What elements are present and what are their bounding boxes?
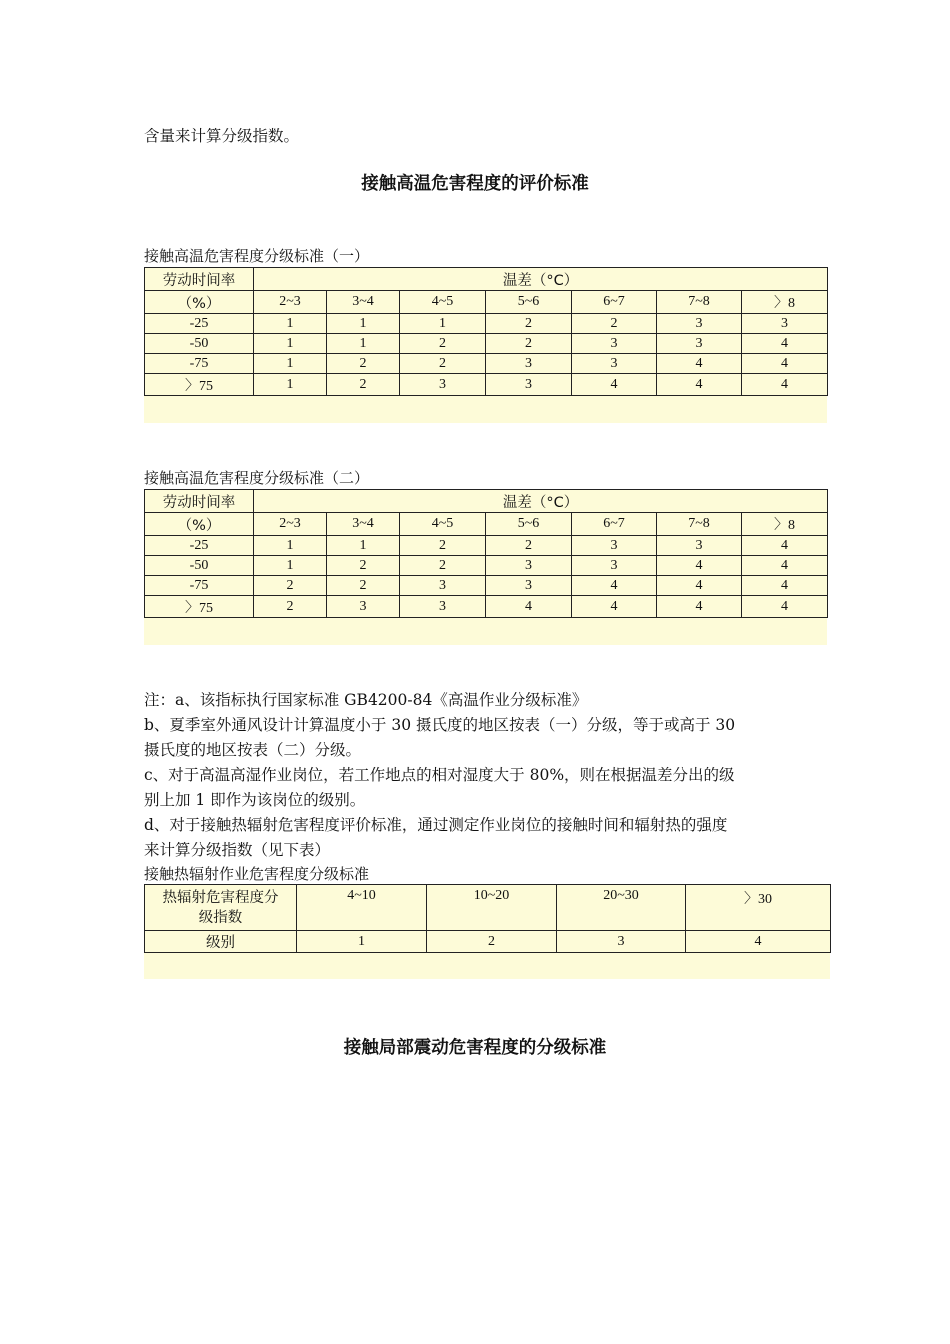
table-cell: 2 xyxy=(486,536,572,556)
note-c-line1: c、对于高温高湿作业岗位，若工作地点的相对湿度大于 80%，则在根据温差分出的级 xyxy=(144,766,735,784)
table2-column-header: 3~4 xyxy=(327,513,400,536)
table1-column-header: 5~6 xyxy=(486,291,572,314)
table-cell: 1 xyxy=(327,314,400,334)
table-cell: 1 xyxy=(297,931,427,953)
table3-header-label-line2: 级指数 xyxy=(198,909,243,926)
table2-row-header-line2: （%） xyxy=(145,513,254,536)
table3-column-header: 〉30 xyxy=(686,885,831,931)
note-d-line2: 来计算分级指数（见下表） xyxy=(144,841,331,859)
table-cell: 4 xyxy=(572,576,657,596)
note-d-line1: d、对于接触热辐射危害程度评价标准，通过测定作业岗位的接触时间和辐射热的强度 xyxy=(144,816,728,834)
table-cell: 4 xyxy=(686,931,831,953)
table-cell: 3 xyxy=(657,536,742,556)
table-cell: 1 xyxy=(327,334,400,354)
table-cell: 3 xyxy=(657,334,742,354)
table2-row-label: 〉75 xyxy=(145,596,254,618)
table-cell: 3 xyxy=(486,374,572,396)
table-cell: 3 xyxy=(572,354,657,374)
note-c-line2: 别上加 1 即作为该岗位的级别。 xyxy=(144,791,366,809)
table-cell: 3 xyxy=(572,536,657,556)
table-cell: 4 xyxy=(742,576,828,596)
table1-column-header: 7~8 xyxy=(657,291,742,314)
table-cell: 4 xyxy=(572,374,657,396)
table1-column-header: 6~7 xyxy=(572,291,657,314)
table-row xyxy=(145,596,828,618)
table-row xyxy=(145,556,828,576)
table-row xyxy=(145,354,828,374)
table1-row-label: -75 xyxy=(145,354,254,374)
table1-row-label: -50 xyxy=(145,334,254,354)
table3-header-label-line1: 热辐射危害程度分 xyxy=(162,889,279,906)
table-cell: 1 xyxy=(254,536,327,556)
table-cell: 4 xyxy=(742,334,828,354)
table-cell: 2 xyxy=(427,931,557,953)
table-cell: 2 xyxy=(572,314,657,334)
table1-column-header: 〉8 xyxy=(742,291,828,314)
table3-footer-band xyxy=(144,953,830,979)
table-cell: 3 xyxy=(486,576,572,596)
table1-row-header-line1: 劳动时间率 xyxy=(145,268,254,291)
table-cell: 2 xyxy=(400,536,486,556)
table-cell: 3 xyxy=(400,374,486,396)
table-cell: 2 xyxy=(486,334,572,354)
table3-row-label: 级别 xyxy=(145,931,297,953)
table-cell: 4 xyxy=(742,374,828,396)
table1-caption: 接触高温危害程度分级标准（一） xyxy=(144,247,370,265)
table-cell: 2 xyxy=(400,556,486,576)
table-cell: 2 xyxy=(400,334,486,354)
table2-footer-band xyxy=(144,618,827,645)
table2-column-header: 5~6 xyxy=(486,513,572,536)
table1-column-header: 3~4 xyxy=(327,291,400,314)
table-cell: 2 xyxy=(327,374,400,396)
table-row xyxy=(145,931,831,953)
table-cell: 4 xyxy=(657,374,742,396)
table-cell: 2 xyxy=(254,576,327,596)
table1-row-header-line2: （%） xyxy=(145,291,254,314)
table2-col-group-header: 温差（°C） xyxy=(254,490,828,513)
table-cell: 3 xyxy=(557,931,686,953)
table-cell: 1 xyxy=(254,556,327,576)
table-cell: 1 xyxy=(254,314,327,334)
table-cell: 4 xyxy=(742,354,828,374)
table3 xyxy=(144,884,831,953)
table-cell: 4 xyxy=(657,576,742,596)
table-cell: 4 xyxy=(657,596,742,618)
table-cell: 3 xyxy=(486,354,572,374)
table-cell: 3 xyxy=(657,314,742,334)
section-title-2: 接触局部震动危害程度的分级标准 xyxy=(343,1038,607,1058)
table-row xyxy=(145,314,828,334)
section-title: 接触高温危害程度的评价标准 xyxy=(361,174,589,194)
table-cell: 1 xyxy=(400,314,486,334)
note-b-line2: 摄氏度的地区按表（二）分级。 xyxy=(144,741,362,759)
table2 xyxy=(144,489,828,618)
table-cell: 3 xyxy=(742,314,828,334)
intro-line: 含量来计算分级指数。 xyxy=(144,127,300,145)
table3-caption: 接触热辐射作业危害程度分级标准 xyxy=(144,865,370,883)
table-cell: 3 xyxy=(400,596,486,618)
table-row xyxy=(145,374,828,396)
table3-column-header: 4~10 xyxy=(297,885,427,931)
table2-column-header: 6~7 xyxy=(572,513,657,536)
table2-caption: 接触高温危害程度分级标准（二） xyxy=(144,469,370,487)
table-cell: 2 xyxy=(254,596,327,618)
table1-column-header: 4~5 xyxy=(400,291,486,314)
table-cell: 4 xyxy=(657,354,742,374)
table-cell: 2 xyxy=(400,354,486,374)
table3-column-header: 10~20 xyxy=(427,885,557,931)
note-a: 注：a、该指标执行国家标准 GB4200-84《高温作业分级标准》 xyxy=(144,691,588,709)
table-cell: 1 xyxy=(254,374,327,396)
table-row xyxy=(145,536,828,556)
table-cell: 4 xyxy=(657,556,742,576)
note-b-line1: b、夏季室外通风设计计算温度小于 30 摄氏度的地区按表（一）分级，等于或高于 30 xyxy=(144,716,736,734)
table2-column-header: 2~3 xyxy=(254,513,327,536)
table1-footer-band xyxy=(144,396,827,423)
table2-column-header: 〉8 xyxy=(742,513,828,536)
table-cell: 3 xyxy=(572,334,657,354)
table2-column-header: 7~8 xyxy=(657,513,742,536)
table2-column-header: 4~5 xyxy=(400,513,486,536)
table-cell: 2 xyxy=(327,354,400,374)
table-cell: 3 xyxy=(400,576,486,596)
table2-row-header-line1: 劳动时间率 xyxy=(145,490,254,513)
table1-col-group-header: 温差（°C） xyxy=(254,268,828,291)
table1-row-label: 〉75 xyxy=(145,374,254,396)
table-cell: 3 xyxy=(486,556,572,576)
table-cell: 4 xyxy=(742,536,828,556)
table-cell: 1 xyxy=(254,354,327,374)
table-row xyxy=(145,334,828,354)
table-cell: 3 xyxy=(327,596,400,618)
table-cell: 4 xyxy=(742,596,828,618)
table1 xyxy=(144,267,828,396)
table-cell: 2 xyxy=(327,576,400,596)
table3-column-header: 20~30 xyxy=(557,885,686,931)
table-cell: 4 xyxy=(486,596,572,618)
table-cell: 2 xyxy=(327,556,400,576)
table-cell: 1 xyxy=(327,536,400,556)
table-cell: 3 xyxy=(572,556,657,576)
table2-row-label: -50 xyxy=(145,556,254,576)
table2-row-label: -75 xyxy=(145,576,254,596)
table2-row-label: -25 xyxy=(145,536,254,556)
table1-row-label: -25 xyxy=(145,314,254,334)
table-cell: 2 xyxy=(486,314,572,334)
table-cell: 1 xyxy=(254,334,327,354)
table3-header-label xyxy=(145,885,297,931)
table-row xyxy=(145,576,828,596)
table-cell: 4 xyxy=(742,556,828,576)
table-cell: 4 xyxy=(572,596,657,618)
table1-column-header: 2~3 xyxy=(254,291,327,314)
